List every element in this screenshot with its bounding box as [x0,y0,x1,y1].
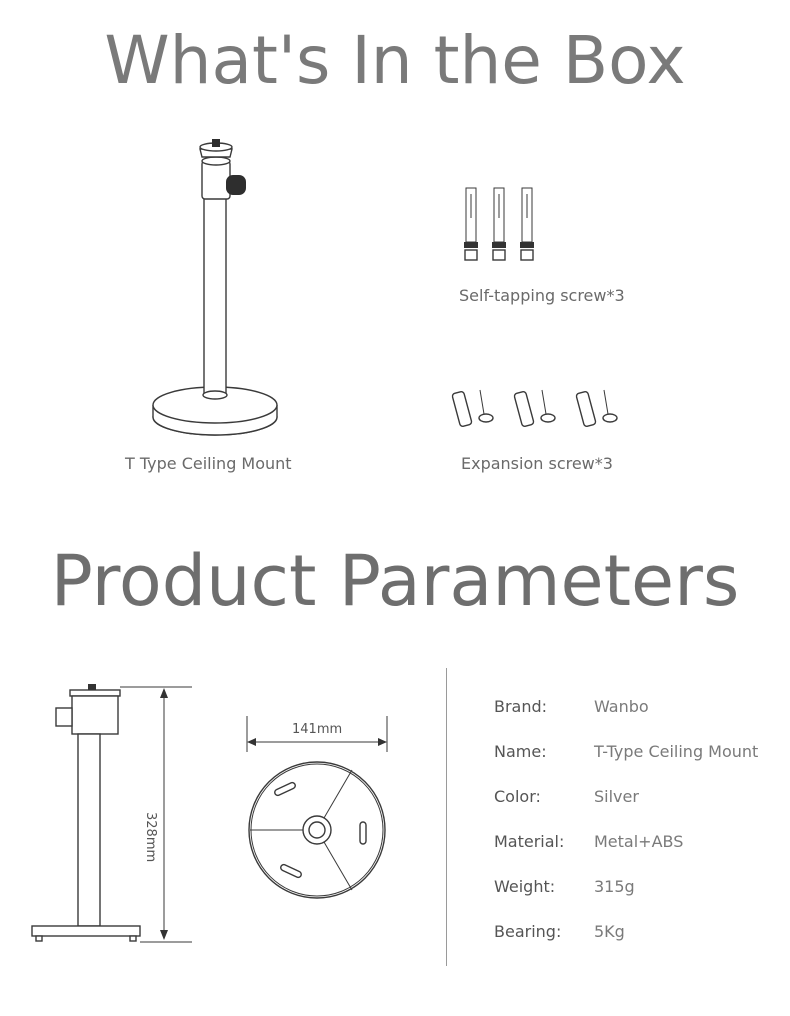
param-value: 5Kg [594,922,625,941]
vertical-divider [446,668,447,966]
section-title-whats-in-the-box: What's In the Box [104,22,686,99]
self-tapping-screw-illustration [458,184,548,264]
caption-self-tapping-screw: Self-tapping screw*3 [459,286,625,305]
param-label: Name: [494,742,547,761]
bottom-view-drawing [244,712,394,912]
t-type-ceiling-mount-illustration [140,135,300,445]
param-value: Metal+ABS [594,832,684,851]
caption-t-type-ceiling-mount: T Type Ceiling Mount [125,454,292,473]
param-row-name [494,742,758,761]
width-dimension-label: 141mm [292,722,343,737]
param-value: 315g [594,877,635,896]
param-row-bearing [494,922,625,941]
param-value: T-Type Ceiling Mount [594,742,759,761]
param-row-brand [494,697,649,716]
param-label: Color: [494,787,541,806]
param-label: Material: [494,832,565,851]
param-row-color [494,787,639,806]
param-label: Brand: [494,697,548,716]
param-row-weight [494,877,635,896]
expansion-screw-illustration [450,384,640,434]
caption-expansion-screw: Expansion screw*3 [461,454,613,473]
section-title-product-parameters: Product Parameters [50,540,740,622]
param-value: Silver [594,787,639,806]
param-label: Weight: [494,877,556,896]
param-value: Wanbo [594,697,649,716]
height-dimension-label: 328mm [143,812,158,863]
param-label: Bearing: [494,922,562,941]
param-row-material [494,832,683,851]
side-view-drawing [28,680,208,955]
